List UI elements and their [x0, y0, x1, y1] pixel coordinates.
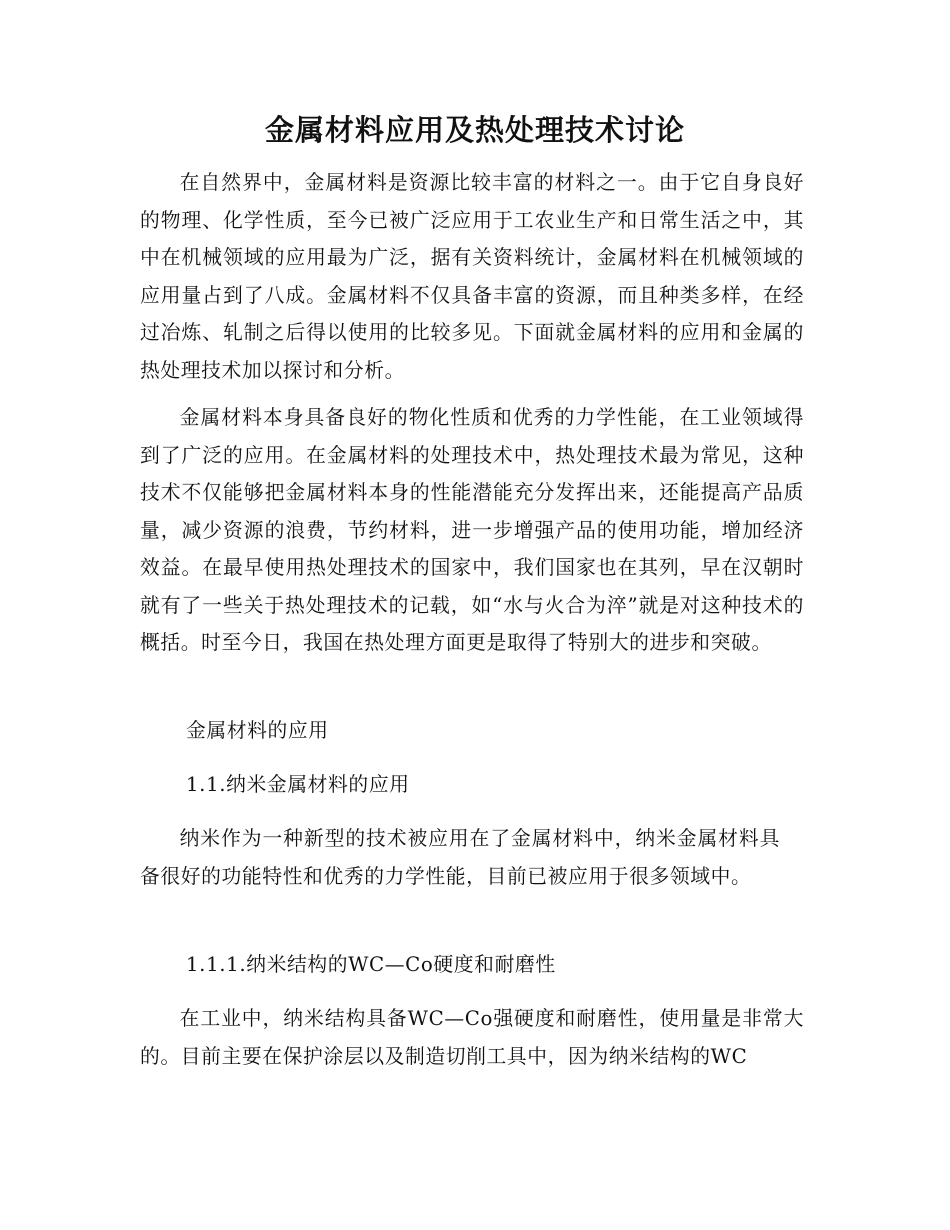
paragraph-heat-treatment: 金属材料本身具备良好的物化性质和优秀的力学性能，在工业领域得到了广泛的应用。在金属材料的处理技术中，热处理技术最为常见，这种技术不仅能够把金属材料本身的性能潜能充分发挥出来，还能提高产品质量，减少资源的浪费，节约材料，进一步增强产品的使用功能，增加经济效益。在最早使用热处理技术的国家中，我们国家也在其列，早在汉朝时就有了一些关于热处理技术的记载，如“水与火合为淬”就是对这种技术的概括。时至今日，我国在热处理方面更是取得了特别大的进步和突破。 [140, 406, 804, 654]
document-title: 金属材料应用及热处理技术讨论 [264, 113, 685, 147]
paragraph-intro: 在自然界中，金属材料是资源比较丰富的材料之一。由于它自身良好的物理、化学性质，至今已被广泛应用于工农业生产和日常生活之中，其中在机械领域的应用最为广泛，据有关资料统计，金属材料在机械领域的应用量占到了八成。金属材料不仅具备丰富的资源，而且种类多样，在经过冶炼、轧制之后得以使用的比较多见。下面就金属材料的应用和金属的热处理技术加以探讨和分析。 [140, 171, 804, 382]
paragraph-nano-metals: 纳米作为一种新型的技术被应用在了金属材料中，纳米金属材料具备很好的功能特性和优秀的力学性能，目前已被应用于很多领域中。 [140, 827, 780, 888]
section-heading-applications: 金属材料的应用 [186, 719, 329, 742]
subsubsection-heading-wc-co: 1.1.1.纳米结构的WC—Co硬度和耐磨性 [186, 953, 556, 976]
subsection-heading-nano-metals: 1.1.纳米金属材料的应用 [186, 773, 410, 796]
paragraph-wc-co: 在工业中，纳米结构具备WC—Co强硬度和耐磨性，使用量是非常大的。目前主要在保护涂层以及制造切削工具中，因为纳米结构的WC [140, 1007, 804, 1068]
